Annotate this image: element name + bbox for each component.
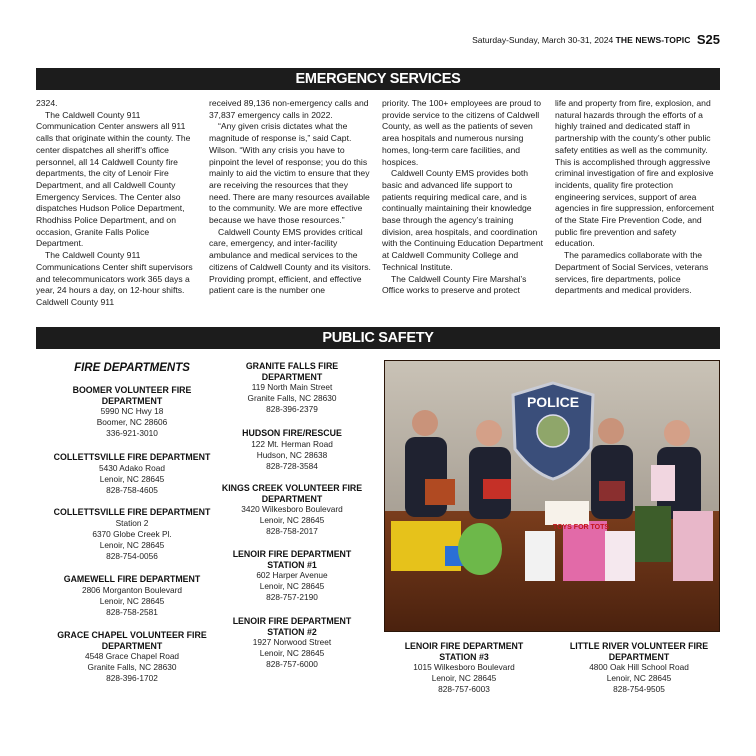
department-address: 2806 Morganton Boulevard [81, 584, 183, 595]
article-paragraph: priority. The 100+ employees are proud to provide service to the citizens of Caldwell County, as well as the patients of seven area hospitals and numerous nursing homes, long-term care facilities, and hospices. [382, 98, 541, 167]
publication-name: THE NEWS-TOPIC [615, 35, 691, 45]
department-name: BOOMER VOLUNTEER FIRE DEPARTMENT [72, 385, 192, 406]
department-name: LENOIR FIRE DEPARTMENT STATION #2 [232, 616, 352, 637]
department-listing [384, 641, 544, 695]
department-listing [210, 483, 374, 537]
emergency-services-article [36, 98, 720, 320]
department-phone: 828-757-6000 [266, 659, 318, 669]
department-listing [36, 507, 228, 562]
department-city: Lenoir, NC 28645 [99, 539, 165, 550]
fire-departments-heading: FIRE DEPARTMENTS [74, 362, 190, 374]
department-listing [36, 385, 228, 439]
department-address: 4548 Grace Chapel Road [84, 651, 180, 661]
department-address: 1927 Norwood Street [252, 637, 332, 647]
badge-text: POLICE [526, 394, 580, 410]
department-address: 5430 Adako Road [99, 462, 165, 473]
department-city: Lenoir, NC 28645 [431, 673, 497, 683]
article-column-2 [209, 98, 371, 297]
article-column-4 [555, 98, 717, 297]
department-listing [558, 641, 720, 695]
department-name: GRANITE FALLS FIRE DEPARTMENT [245, 361, 339, 382]
page-number: S25 [696, 32, 720, 47]
department-city: Lenoir, NC 28645 [259, 648, 325, 658]
department-city: Granite Falls, NC 28630 [87, 662, 177, 672]
department-address: 602 Harper Avenue [256, 570, 328, 580]
department-phone: 828-754-0056 [106, 550, 158, 561]
article-column-3 [382, 98, 544, 297]
department-city: Lenoir, NC 28645 [259, 581, 325, 591]
department-address: 122 Mt. Herman Road [251, 438, 333, 449]
article-paragraph: Caldwell County EMS provides both basic and advanced life support to patients requiring medical care, and is continually maintaining their knowledge base through the agency’s training division, area hospitals, and coordination with the Continuing Education Department at Caldwell Community College and Technical Institute. [382, 168, 543, 272]
section-header-public-safety: PUBLIC SAFETY [36, 327, 720, 349]
department-city: Lenoir, NC 28645 [99, 595, 165, 606]
article-paragraph: Caldwell County EMS provides critical care, emergency, and inter-facility ambulance and medical services to the citizens of Caldwell County and its visitors. Providing prompt, efficient, and effective patient care is the number one [209, 226, 371, 296]
department-name: LITTLE RIVER VOLUNTEER FIRE DEPARTMENT [569, 641, 709, 662]
department-address: 4800 Oak Hill School Road [589, 662, 689, 672]
department-listing [36, 452, 228, 496]
department-phone: 828-396-2379 [266, 404, 318, 414]
department-city: Granite Falls, NC 28630 [247, 393, 337, 403]
department-address: 3420 Wilkesboro Boulevard [241, 504, 343, 514]
department-station: Station 2 [115, 517, 149, 528]
department-name: LENOIR FIRE DEPARTMENT STATION #3 [404, 641, 524, 662]
article-paragraph: The Caldwell County 911 Communication Center answers all 911 calls that originate within the county. The center dispatches all sheriff’s office personnel, all 14 Caldwell County fire departments, the city of Lenoir Fire Department, and all Caldwell County Emergency Services. The Center also dispatches Hudson Police Department, Rhodhiss Police Department, and on occasion, Granite Falls Police Department. [36, 109, 191, 249]
department-phone: 828-396-1702 [106, 673, 158, 683]
department-city: Boomer, NC 28606 [96, 417, 168, 427]
department-listing [210, 361, 374, 415]
department-phone: 828-757-6003 [438, 684, 490, 694]
department-name: HUDSON FIRE/RESCUE [242, 428, 342, 438]
toys-box-label: TOYS FOR TOTS [552, 524, 610, 531]
department-phone: 828-754-9505 [613, 684, 665, 694]
department-listing [36, 574, 228, 618]
department-listing [210, 549, 374, 603]
department-name: COLLETTSVILLE FIRE DEPARTMENT [53, 507, 211, 517]
police-toy-drive-photo [384, 360, 720, 632]
department-phone: 828-758-2017 [266, 526, 318, 536]
article-paragraph: “Any given crisis dictates what the magnitude of response is,” said Capt. Wilson. “With any crisis you have to pinpoint the level of response; you do this mainly to aid the victim to ensure that they are receiving the resources that they need. There are many resources available to the community. We are more effective because we have those resources.” [209, 121, 370, 226]
dateline: Saturday-Sunday, March 30-31, 2024 [472, 35, 614, 45]
department-phone: 828-758-2581 [106, 606, 158, 617]
department-name: LENOIR FIRE DEPARTMENT STATION #1 [232, 549, 352, 570]
article-paragraph: life and property from fire, explosion, and natural hazards through the efforts of a highly trained and dedicated staff in partnership with the county’s other public safety entities as well as the community. This is accomplished through aggressive criminal investigation of fire and explosive incidents, quality fire protection engineering services, support of area agencies in fire suppression, enforcement of the State Fire Prevention Code, and public fire prevention and safety education. [555, 98, 715, 249]
department-city: Lenoir, NC 28645 [606, 673, 672, 683]
department-address: 6370 Globe Creek Pl. [92, 528, 172, 539]
department-address: 1015 Wilkesboro Boulevard [413, 662, 515, 672]
page-masthead [36, 33, 720, 47]
department-name: KINGS CREEK VOLUNTEER FIRE DEPARTMENT [221, 483, 363, 504]
department-phone: 828-758-4605 [106, 484, 158, 495]
department-address: 5990 NC Hwy 18 [100, 406, 164, 416]
department-address: 119 North Main Street [251, 382, 333, 392]
article-paragraph: 2324. [36, 98, 58, 108]
department-city: Lenoir, NC 28645 [259, 515, 325, 525]
department-city: Lenoir, NC 28645 [99, 473, 165, 484]
department-name: GAMEWELL FIRE DEPARTMENT [63, 574, 201, 584]
department-name: GRACE CHAPEL VOLUNTEER FIRE DEPARTMENT [57, 630, 207, 651]
department-listing [210, 616, 374, 670]
article-paragraph: received 89,136 non-emergency calls and 37,837 emergency calls in 2022. [209, 98, 369, 120]
section-header-emergency-services: EMERGENCY SERVICES [36, 68, 720, 90]
article-paragraph: The Caldwell County 911 Communications Center shift supervisors and telecommunicators work 365 days a year, 24 hours a day, on 12-hour shifts. Caldwell County 911 [36, 250, 193, 307]
article-paragraph: The Caldwell County Fire Marshal’s Office works to preserve and protect [382, 273, 527, 296]
department-city: Hudson, NC 28638 [256, 449, 328, 460]
department-listing [210, 428, 374, 472]
article-column-1 [36, 98, 198, 309]
department-name: COLLETTSVILLE FIRE DEPARTMENT [53, 452, 211, 462]
department-phone: 828-757-2190 [266, 592, 318, 602]
department-listing [36, 630, 228, 684]
department-phone: 336-921-3010 [106, 428, 158, 438]
article-paragraph: The paramedics collaborate with the Department of Social Services, veterans services, fire departments, police departments and medical providers. [555, 250, 709, 296]
department-phone: 828-728-3584 [266, 460, 318, 471]
